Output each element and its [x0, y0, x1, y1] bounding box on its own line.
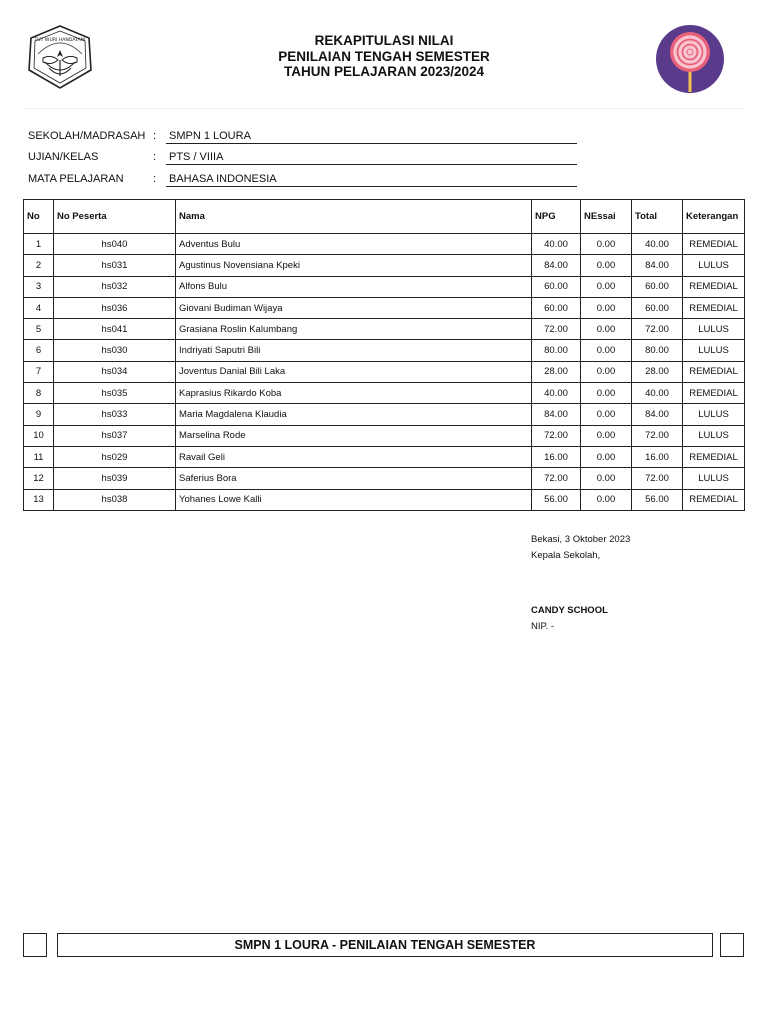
exam-colon: : — [153, 151, 157, 163]
table-row — [24, 297, 745, 318]
cell-nessai: 0.00 — [581, 446, 632, 467]
cell-name: Grasiana Roslin Kalumbang — [176, 319, 532, 340]
cell-participant: hs038 — [54, 489, 176, 510]
table-header-row — [24, 200, 745, 234]
cell-npg: 72.00 — [532, 468, 581, 489]
cell-name: Kaprasius Rikardo Koba — [176, 383, 532, 404]
cell-npg: 40.00 — [532, 234, 581, 255]
cell-participant: hs035 — [54, 383, 176, 404]
cell-nessai: 0.00 — [581, 425, 632, 446]
title-line-3: TAHUN PELAJARAN 2023/2024 — [283, 64, 485, 79]
cell-note: REMEDIAL — [683, 234, 745, 255]
col-header-no: No — [24, 200, 54, 234]
cell-note: REMEDIAL — [683, 297, 745, 318]
school-label: SEKOLAH/MADRASAH — [28, 130, 146, 142]
report-title — [200, 33, 568, 80]
col-header-total: Total — [632, 200, 683, 234]
cell-note: REMEDIAL — [683, 446, 745, 467]
cell-no: 7 — [24, 361, 54, 382]
cell-total: 60.00 — [632, 297, 683, 318]
cell-no: 8 — [24, 383, 54, 404]
cell-note: LULUS — [683, 468, 745, 489]
col-header-note: Keterangan — [683, 200, 745, 234]
cell-npg: 56.00 — [532, 489, 581, 510]
school-colon: : — [153, 130, 157, 142]
table-row — [24, 361, 745, 382]
exam-value: PTS / VIIIA — [166, 151, 577, 165]
cell-name: Maria Magdalena Klaudia — [176, 404, 532, 425]
table-row — [24, 234, 745, 255]
title-line-2: PENILAIAN TENGAH SEMESTER — [278, 48, 490, 64]
title-line-1: REKAPITULASI NILAI — [314, 33, 454, 48]
cell-no: 1 — [24, 234, 54, 255]
cell-nessai: 0.00 — [581, 340, 632, 361]
table-row — [24, 255, 745, 276]
cell-name: Joventus Danial Bili Laka — [176, 361, 532, 382]
cell-nessai: 0.00 — [581, 234, 632, 255]
grades-table — [23, 199, 745, 511]
school-value: SMPN 1 LOURA — [166, 130, 577, 144]
subject-label: MATA PELAJARAN — [28, 173, 124, 185]
cell-npg: 72.00 — [532, 425, 581, 446]
cell-participant: hs034 — [54, 361, 176, 382]
cell-note: LULUS — [683, 425, 745, 446]
cell-participant: hs037 — [54, 425, 176, 446]
cell-note: LULUS — [683, 404, 745, 425]
footer-text: SMPN 1 LOURA - PENILAIAN TENGAH SEMESTER — [234, 938, 536, 952]
table-row — [24, 425, 745, 446]
cell-note: REMEDIAL — [683, 361, 745, 382]
table-row — [24, 404, 745, 425]
cell-total: 56.00 — [632, 489, 683, 510]
table-row — [24, 489, 745, 510]
cell-total: 80.00 — [632, 340, 683, 361]
cell-no: 2 — [24, 255, 54, 276]
cell-no: 13 — [24, 489, 54, 510]
cell-nessai: 0.00 — [581, 276, 632, 297]
cell-name: Giovani Budiman Wijaya — [176, 297, 532, 318]
cell-participant: hs039 — [54, 468, 176, 489]
cell-npg: 84.00 — [532, 404, 581, 425]
col-header-participant: No Peserta — [54, 200, 176, 234]
cell-participant: hs036 — [54, 297, 176, 318]
cell-npg: 40.00 — [532, 383, 581, 404]
cell-no: 5 — [24, 319, 54, 340]
signature-nip: NIP. - — [531, 621, 555, 632]
cell-name: Alfons Bulu — [176, 276, 532, 297]
cell-note: LULUS — [683, 255, 745, 276]
cell-no: 11 — [24, 446, 54, 467]
cell-total: 16.00 — [632, 446, 683, 467]
subject-value: BAHASA INDONESIA — [166, 173, 577, 187]
cell-total: 40.00 — [632, 383, 683, 404]
cell-name: Ravail Geli — [176, 446, 532, 467]
cell-nessai: 0.00 — [581, 361, 632, 382]
header-divider — [24, 108, 744, 109]
cell-total: 60.00 — [632, 276, 683, 297]
col-header-npg: NPG — [532, 200, 581, 234]
footer-right-box — [720, 933, 744, 957]
cell-name: Indriyati Saputri Bili — [176, 340, 532, 361]
cell-note: REMEDIAL — [683, 383, 745, 404]
signature-place-date: Bekasi, 3 Oktober 2023 — [531, 534, 631, 545]
signature-name: CANDY SCHOOL — [531, 605, 608, 616]
cell-total: 72.00 — [632, 425, 683, 446]
cell-no: 12 — [24, 468, 54, 489]
cell-name: Yohanes Lowe Kalli — [176, 489, 532, 510]
cell-total: 72.00 — [632, 319, 683, 340]
subject-colon: : — [153, 173, 157, 185]
cell-npg: 28.00 — [532, 361, 581, 382]
cell-nessai: 0.00 — [581, 319, 632, 340]
cell-total: 84.00 — [632, 255, 683, 276]
footer-banner — [57, 933, 713, 957]
cell-nessai: 0.00 — [581, 404, 632, 425]
col-header-name: Nama — [176, 200, 532, 234]
emblem-text: TUT WURI HANDAYANI — [34, 38, 86, 43]
col-header-nessai: NEssai — [581, 200, 632, 234]
table-row — [24, 319, 745, 340]
table-row — [24, 276, 745, 297]
cell-no: 3 — [24, 276, 54, 297]
cell-participant: hs041 — [54, 319, 176, 340]
cell-no: 10 — [24, 425, 54, 446]
table-row — [24, 340, 745, 361]
cell-npg: 72.00 — [532, 319, 581, 340]
cell-npg: 80.00 — [532, 340, 581, 361]
table-row — [24, 468, 745, 489]
cell-npg: 16.00 — [532, 446, 581, 467]
cell-participant: hs029 — [54, 446, 176, 467]
cell-total: 72.00 — [632, 468, 683, 489]
cell-no: 6 — [24, 340, 54, 361]
cell-total: 40.00 — [632, 234, 683, 255]
cell-nessai: 0.00 — [581, 383, 632, 404]
cell-participant: hs032 — [54, 276, 176, 297]
cell-npg: 84.00 — [532, 255, 581, 276]
cell-total: 28.00 — [632, 361, 683, 382]
cell-nessai: 0.00 — [581, 255, 632, 276]
cell-participant: hs033 — [54, 404, 176, 425]
cell-note: REMEDIAL — [683, 489, 745, 510]
cell-total: 84.00 — [632, 404, 683, 425]
candy-lollipop-icon — [655, 24, 725, 94]
cell-nessai: 0.00 — [581, 468, 632, 489]
cell-npg: 60.00 — [532, 297, 581, 318]
signature-role: Kepala Sekolah, — [531, 550, 601, 561]
table-row — [24, 383, 745, 404]
cell-participant: hs030 — [54, 340, 176, 361]
cell-note: LULUS — [683, 340, 745, 361]
cell-participant: hs031 — [54, 255, 176, 276]
cell-npg: 60.00 — [532, 276, 581, 297]
cell-name: Adventus Bulu — [176, 234, 532, 255]
cell-no: 4 — [24, 297, 54, 318]
cell-name: Marselina Rode — [176, 425, 532, 446]
table-row — [24, 446, 745, 467]
footer-left-box — [23, 933, 47, 957]
cell-nessai: 0.00 — [581, 297, 632, 318]
cell-name: Agustinus Novensiana Kpeki — [176, 255, 532, 276]
cell-note: LULUS — [683, 319, 745, 340]
cell-nessai: 0.00 — [581, 489, 632, 510]
tut-wuri-handayani-emblem-icon — [25, 24, 95, 90]
exam-label: UJIAN/KELAS — [28, 151, 99, 163]
cell-note: REMEDIAL — [683, 276, 745, 297]
cell-no: 9 — [24, 404, 54, 425]
cell-participant: hs040 — [54, 234, 176, 255]
cell-name: Saferius Bora — [176, 468, 532, 489]
